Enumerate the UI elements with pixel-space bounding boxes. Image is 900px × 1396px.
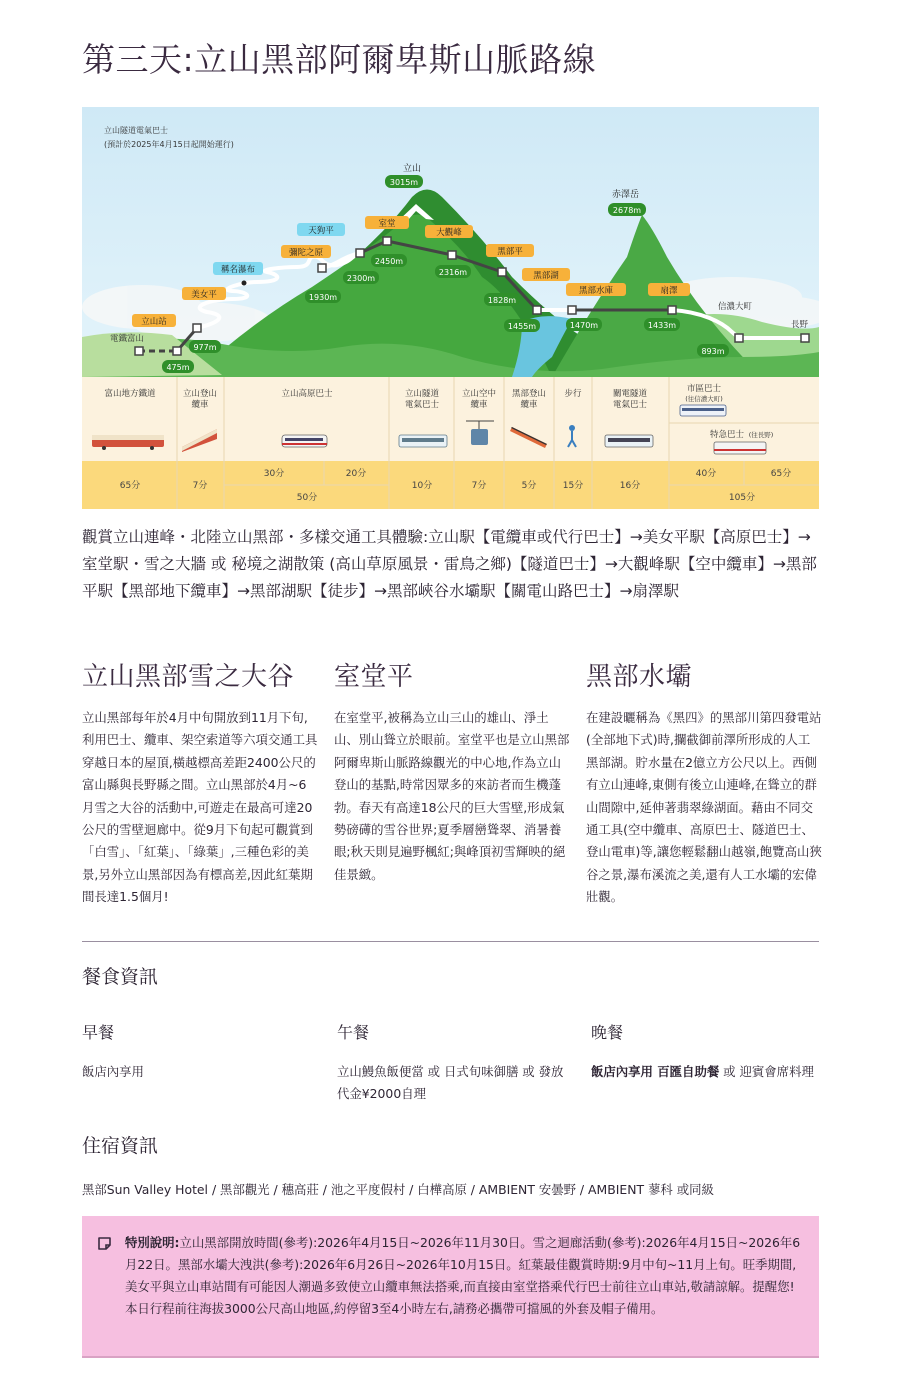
- transport-name: 富山地方鐵道: [104, 389, 156, 399]
- note-icon: [97, 1236, 112, 1251]
- station-elev: 1455m: [507, 322, 537, 331]
- lodging-list: 黑部Sun Valley Hotel / 黑部觀光 / 穗高莊 / 池之平度假村 / 白樺高原 / AMBIENT 安曇野 / AMBIENT 蓼科 或同級: [82, 1182, 714, 1197]
- station-elev: 475m: [166, 363, 190, 372]
- peak-elev: 2678m: [612, 206, 642, 215]
- transport-name: 電氣巴士: [612, 400, 648, 410]
- feature-body: 在室堂平,被稱為立山三山的雄山、淨土山、別山聳立於眼前。室堂平也是立山黑部阿爾卑斯山脈路線觀光的中心地,作為立山登山的基點,時常因眾多的來訪者而生機蓬勃。春天有高達18公尺的巨大雪壁,形成氣勢磅礡的雪谷世界;夏季層巒聳翠、消暑養眼;秋天則見遍野楓紅;與峰頂初雪輝映的絕佳景緻。: [334, 710, 570, 882]
- bus-note-1: 立山隧道電氣巴士: [104, 126, 168, 135]
- lodging-heading: 住宿資訊: [82, 1135, 159, 1157]
- time-label: 30分: [263, 469, 285, 479]
- peak-name: 赤澤岳: [612, 190, 640, 200]
- meal-text: 飯店內享用: [82, 1064, 144, 1079]
- waterfall-dot: [242, 281, 247, 286]
- time-label: 40分: [695, 469, 717, 479]
- station-label: 彌陀之原: [288, 248, 324, 258]
- station-label: 天狗平: [308, 226, 334, 236]
- meal-text: [591, 1061, 821, 1083]
- meal-dinner: [591, 1020, 821, 1083]
- city-bus-icon: [680, 405, 726, 416]
- transport-name: 特急巴士: [709, 430, 745, 440]
- station-elev: 977m: [193, 343, 217, 352]
- station-label: 大觀峰: [436, 228, 462, 238]
- page-title: 第三天:立山黑部阿爾卑斯山脈路線: [82, 40, 597, 79]
- station-label: 黑部水庫: [578, 286, 614, 296]
- feature-title: 立山黑部雪之大谷: [82, 662, 295, 692]
- transport-name: 步行: [564, 389, 582, 399]
- time-label: 10分: [411, 481, 433, 491]
- transport-name: 立山高原巴士: [281, 389, 333, 399]
- time-label: 5分: [521, 481, 537, 491]
- feature-murodo: [334, 656, 570, 886]
- transport-name: 纜車: [520, 400, 538, 410]
- station-label: 黑部平: [497, 247, 523, 257]
- express-bus-icon: [714, 442, 766, 454]
- meal-text-bold: 飯店內享用 百匯自助餐: [591, 1064, 720, 1079]
- section-divider: [82, 941, 819, 942]
- tunnel-bus-icon: [399, 435, 447, 447]
- time-label: 105分: [728, 493, 756, 503]
- station-label: 信濃大町: [718, 302, 753, 312]
- station-label: 長野: [791, 320, 809, 330]
- time-label: 20分: [345, 469, 367, 479]
- peak-elev: 3015m: [389, 178, 419, 187]
- time-label: 65分: [770, 469, 792, 479]
- meals-heading: 餐食資訊: [82, 966, 159, 988]
- station-elev: 893m: [701, 347, 725, 356]
- route-intro: 觀賞立山連峰・北陸立山黑部・多樣交通工具體驗:立山駅【電纜車或代行巴士】→美女平駅【高原巴士】→室堂駅・雪之大牆 或 秘境之湖散策 (高山草原風景・雷鳥之鄉)【隧道巴士】→大觀峰駅【空中纜車】→黑部平駅【黑部地下纜車】→黑部湖駅【徒步】→黑部峽谷水壩駅【關電山路巴士】→扇澤駅: [82, 528, 817, 600]
- transport-name: 黑部登山: [511, 389, 547, 399]
- bus-note-2: (預計於2025年4月15日起開始運行): [104, 140, 234, 149]
- feature-kurobe-dam: [586, 656, 822, 909]
- station-elev: 2316m: [438, 268, 468, 277]
- meal-text-rest: 或 迎賓會席料理: [719, 1064, 814, 1079]
- meal-breakfast: [82, 1020, 312, 1083]
- feature-title: 黑部水壩: [586, 662, 693, 692]
- transport-name: 立山空中: [461, 389, 497, 399]
- transport-name: 關電隧道: [612, 389, 648, 399]
- station-elev: 2450m: [374, 257, 404, 266]
- meal-text: 立山鰻魚飯便當 或 日式旬味御膳 或 發放代金¥2000自理: [337, 1064, 564, 1101]
- notice-label: 特別說明:: [125, 1235, 180, 1250]
- transport-name: 纜車: [470, 400, 488, 410]
- station-label: 黑部湖: [533, 271, 559, 281]
- station-elev: 1828m: [487, 296, 517, 305]
- bus-icon: [282, 435, 327, 447]
- meal-title: 晚餐: [591, 1023, 624, 1042]
- time-label: 7分: [471, 481, 487, 491]
- special-notice: [82, 1216, 819, 1358]
- time-label: 15分: [562, 481, 584, 491]
- notice-text: [125, 1232, 805, 1320]
- kanden-bus-icon: [605, 435, 653, 447]
- time-label: 16分: [619, 481, 641, 491]
- transport-name: 電氣巴士: [404, 400, 440, 410]
- transport-name: 市區巴士: [686, 384, 722, 394]
- station-label: 美女平: [191, 290, 217, 300]
- meal-title: 早餐: [82, 1023, 115, 1042]
- time-label: 7分: [192, 481, 208, 491]
- transport-name: 立山登山: [182, 389, 218, 399]
- feature-body: 立山黑部每年於4月中旬開放到11月下旬,利用巴士、纜車、架空索道等六項交通工具穿越日本的屋頂,橫越標高差距2400公尺的富山縣與長野縣之間。立山黑部於4月~6月雪之大谷的活動中,可遊走在最高可達20公尺的雪壁迴廊中。從9月下旬起可觀賞到「白雪」、「紅葉」、「綠葉」,三種色彩的美景,另外立山黑部因為有標高差,因此紅葉期間長達1.5個月!: [82, 710, 318, 905]
- station-label: 室堂: [378, 219, 396, 229]
- transport-name: 立山隧道: [404, 389, 440, 399]
- station-label: 電鐵富山: [110, 334, 145, 344]
- notice-body: 立山黑部開放時間(參考):2026年4月15日~2026年11月30日。雪之迴廊活動(參考):2026年4月15日~2026年6月22日。黑部水壩大洩洪(參考):2026年6月26日~2026年10月15日。紅葉最佳觀賞時期:9月中旬~11月上旬。旺季期間,美女平與立山車站間有可能因人潮過多致使立山纜車無法搭乘,而直接由室堂搭乘代行巴士前往立山車站,敬請諒解。提醒您!本日行程前往海拔3000公尺高山地區,約停留3至4小時左右,請務必攜帶可擋風的外套及帽子備用。: [125, 1235, 801, 1316]
- station-elev: 2300m: [346, 274, 376, 283]
- feature-body: 在建設曬稱為《黑四》的黑部川第四發電站(全部地下式)時,攔截御前澤所形成的人工黑部湖。貯水量在2億立方公尺以上。西側有立山連峰,東側有後立山連峰,在聳立的群山間隙中,延伸著翡翠綠湖面。藉由不同交通工具(空中纜車、高原巴士、隧道巴士、登山電車)等,讓您輕鬆翻山越嶺,飽覽高山狹谷之景,瀑布溪流之美,還有人工水壩的宏偉壯觀。: [586, 710, 822, 905]
- station-elev: 1470m: [569, 321, 599, 330]
- station-elev: 1930m: [308, 293, 338, 302]
- transport-sub: (往長野): [748, 431, 774, 439]
- transport-sub: (往信濃大町): [685, 395, 723, 403]
- station-elev: 1433m: [647, 321, 677, 330]
- feature-snow-valley: [82, 656, 318, 909]
- feature-title: 室堂平: [334, 662, 414, 692]
- transport-name: 纜車: [191, 400, 209, 410]
- route-map: [82, 107, 819, 509]
- station-label: 稱名瀑布: [220, 265, 256, 275]
- time-label: 50分: [296, 493, 318, 503]
- meal-title: 午餐: [337, 1023, 370, 1042]
- station-label: 扇澤: [660, 286, 678, 296]
- peak-name: 立山: [403, 164, 422, 174]
- station-label: 立山站: [141, 317, 167, 327]
- time-label: 65分: [119, 481, 141, 491]
- meal-lunch: [337, 1020, 567, 1105]
